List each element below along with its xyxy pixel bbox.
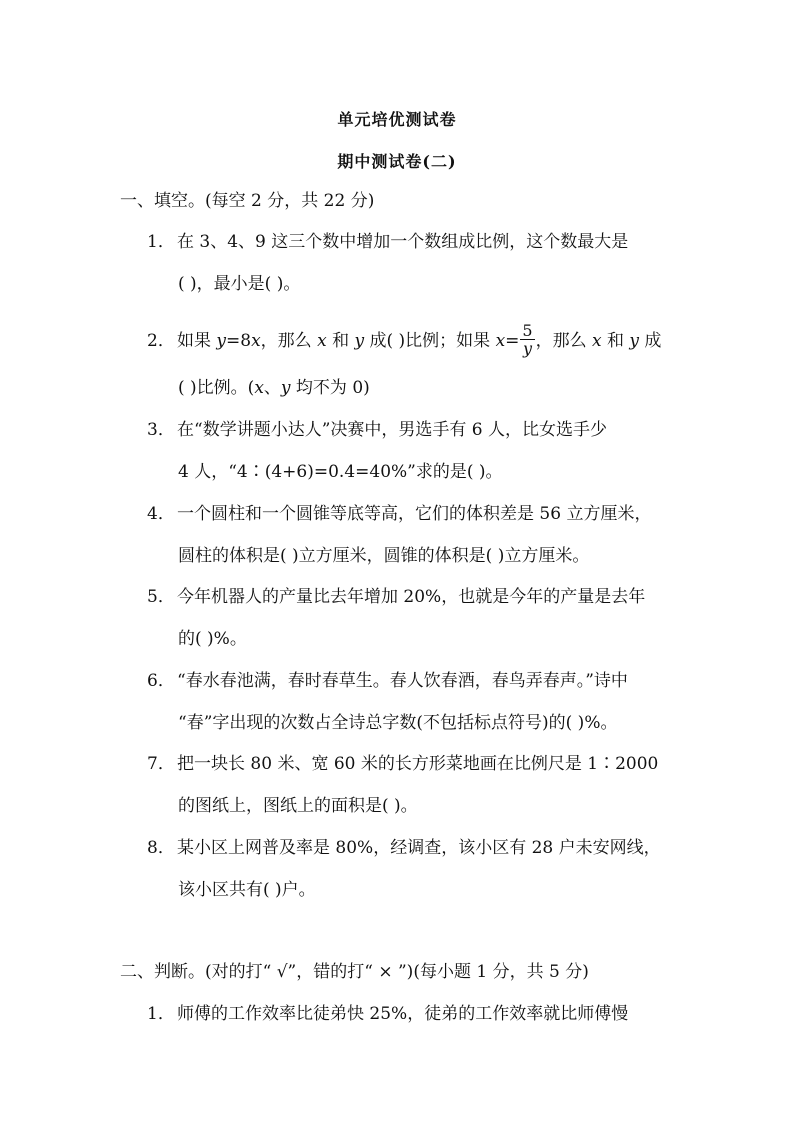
math-var: x	[592, 331, 602, 351]
question-number: 3．	[147, 420, 175, 440]
question-1-1-cont: ( )，最小是( )。	[178, 274, 301, 294]
question-1-4	[147, 503, 651, 525]
question-number: 4．	[147, 504, 175, 524]
question-number: 1．	[147, 1004, 175, 1024]
question-1-7-cont: 的图纸上，图纸上的面积是( )。	[178, 796, 418, 816]
math-var: x	[251, 331, 261, 351]
question-1-6	[147, 670, 628, 692]
text-run: ，那么	[260, 331, 318, 351]
question-text: 某小区上网普及率是 80%，经调查，该小区有 28 户未安网线，	[177, 838, 661, 858]
text-run: 和	[601, 331, 630, 351]
question-1-4-cont: 圆柱的体积是( )立方厘米，圆锥的体积是( )立方厘米。	[178, 546, 590, 566]
math-var: y	[629, 331, 640, 351]
question-1-8	[147, 837, 661, 859]
text-run: 、	[263, 378, 281, 398]
question-1-2-cont	[178, 377, 370, 399]
text-run: 成( )比例；如果	[364, 331, 496, 351]
question-text: “春水春池满，春时春草生。春人饮春酒，春鸟弄春声。”诗中	[177, 671, 628, 691]
math-var: x	[495, 331, 506, 351]
math-var: x	[317, 331, 327, 351]
math-var: y	[280, 378, 291, 398]
text-run: 均不为 0)	[290, 378, 370, 398]
fraction	[520, 322, 534, 357]
page-subtitle: 期中测试卷(二)	[337, 152, 457, 171]
fraction-numerator: 5	[522, 321, 533, 340]
text-run: =8	[226, 331, 252, 351]
question-number: 1．	[147, 232, 175, 252]
question-number: 7．	[147, 754, 175, 774]
question-1-2	[147, 321, 662, 359]
text-run: 和	[326, 331, 355, 351]
fraction-denominator: y	[522, 339, 533, 358]
page-title: 单元培优测试卷	[337, 110, 457, 129]
question-1-5	[147, 586, 645, 608]
question-number: 5．	[147, 587, 175, 607]
question-number: 6．	[147, 671, 175, 691]
question-text: 在 3、4、9 这三个数中增加一个数组成比例，这个数最大是	[177, 232, 629, 252]
math-var: x	[254, 378, 264, 398]
question-1-3	[147, 419, 607, 441]
text-run: =	[505, 331, 520, 351]
question-text: 师傅的工作效率比徒弟快 25%，徒弟的工作效率就比师傅慢	[177, 1004, 629, 1024]
question-number: 2．	[147, 331, 175, 351]
text-run: 如果	[177, 331, 217, 351]
question-text: 把一块长 80 米、宽 60 米的长方形菜地画在比例尺是 1∶2000	[177, 754, 659, 774]
text-run: ，那么	[535, 331, 593, 351]
section-1-heading: 一、填空。(每空 2 分，共 22 分)	[120, 191, 375, 211]
question-1-3-cont: 4 人，“4∶(4+6)=0.4=40%”求的是( )。	[178, 462, 503, 482]
question-1-6-cont: “春”字出现的次数占全诗总字数(不包括标点符号)的( )%。	[178, 713, 618, 733]
text-run: 成	[639, 331, 662, 351]
question-1-8-cont: 该小区共有( )户。	[178, 880, 316, 900]
question-text: 今年机器人的产量比去年增加 20%，也就是今年的产量是去年	[177, 587, 646, 607]
text-run: ( )比例。(	[178, 378, 255, 398]
question-2-1	[147, 1003, 628, 1025]
math-var: y	[216, 331, 227, 351]
question-1-7	[147, 753, 658, 775]
section-2-heading: 二、判断。(对的打“ √”，错的打“ × ”)(每小题 1 分，共 5 分)	[120, 962, 589, 982]
question-1-1	[147, 231, 628, 253]
question-1-5-cont: 的( )%。	[178, 629, 247, 649]
question-number: 8．	[147, 838, 175, 858]
question-text: 在“数学讲题小达人”决赛中，男选手有 6 人，比女选手少	[177, 420, 608, 440]
math-var: y	[354, 331, 365, 351]
question-text: 一个圆柱和一个圆锥等底等高，它们的体积差是 56 立方厘米，	[177, 504, 652, 524]
